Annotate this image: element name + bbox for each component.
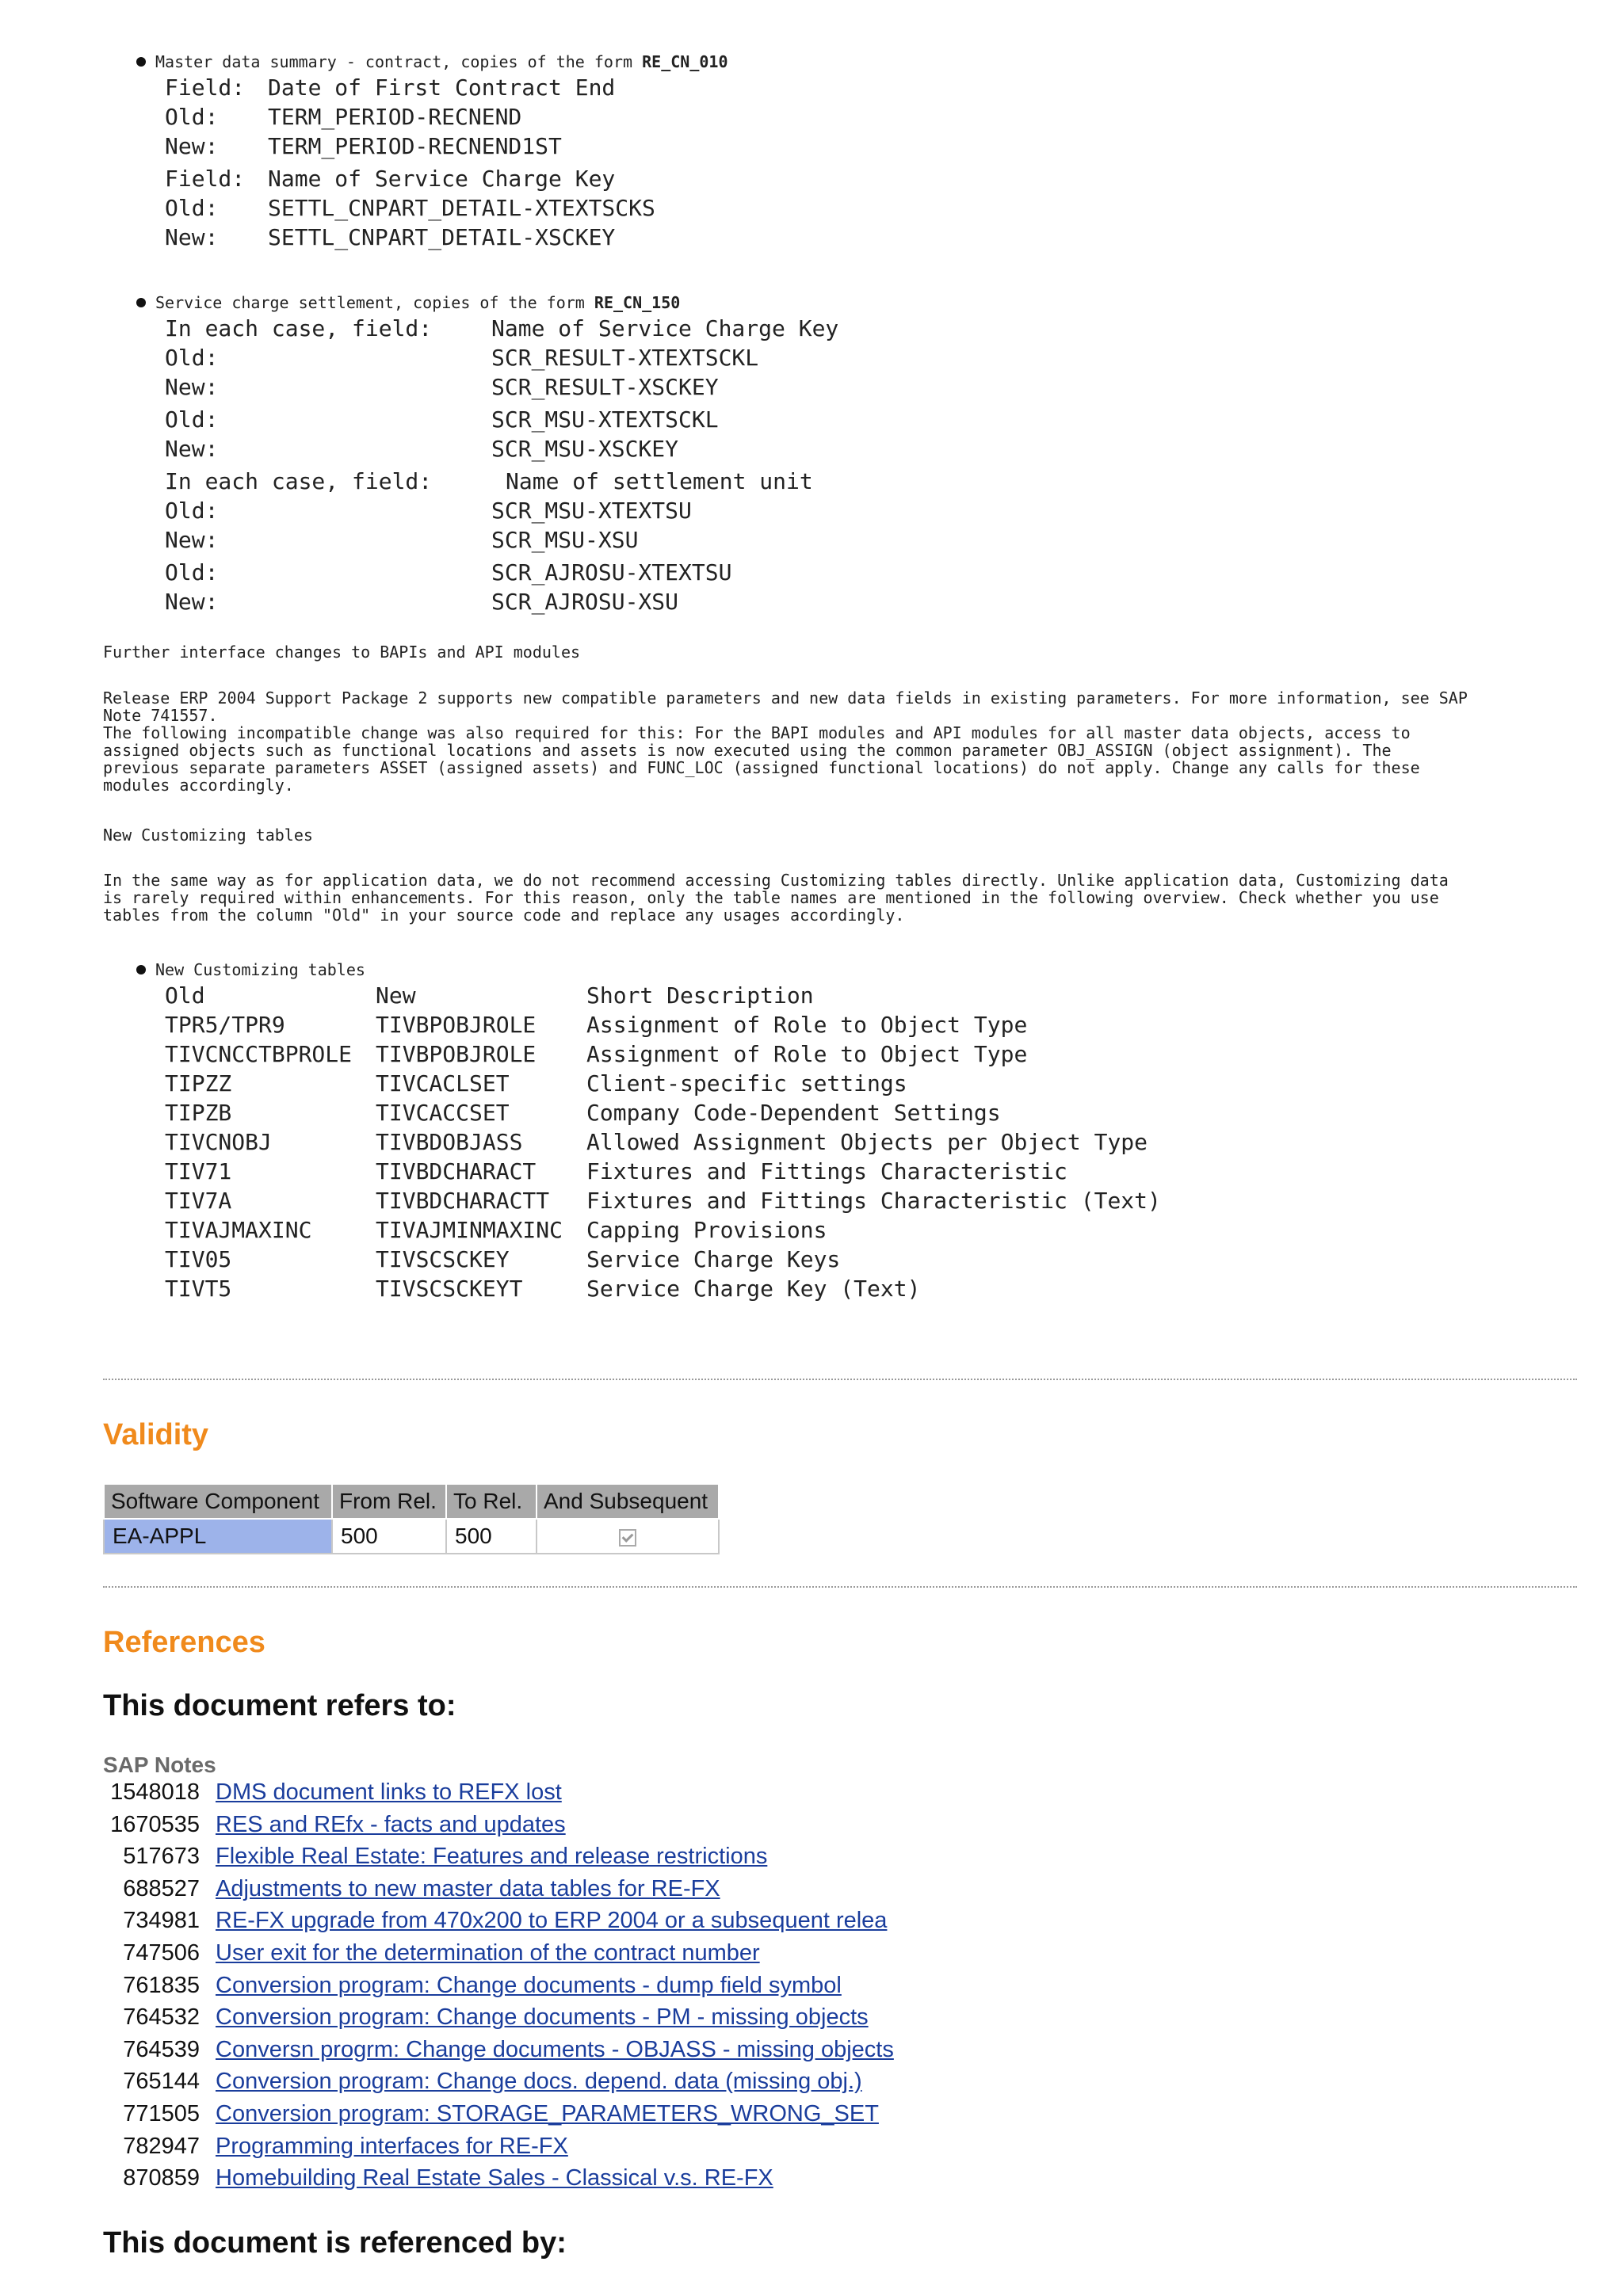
bullet-dot [136, 965, 146, 974]
note-link[interactable]: Programming interfaces for RE-FX [216, 2133, 568, 2159]
to-release: 500 [446, 1519, 537, 1554]
validity-row [104, 1519, 719, 1554]
note-number: 782947 [123, 2133, 200, 2159]
validity-header-row [104, 1484, 719, 1519]
software-component: EA-APPL [104, 1519, 332, 1554]
note-link[interactable]: User exit for the determination of the contract number [216, 1939, 760, 1966]
column-header: To Rel. [446, 1484, 537, 1519]
bullet-text: Master data summary - contract, copies of the form [155, 52, 633, 71]
validity-heading: Validity [103, 1418, 209, 1451]
referenced-by-heading: This document is referenced by: [103, 2226, 567, 2260]
note-link[interactable]: Flexible Real Estate: Features and release restrictions [216, 1844, 768, 1870]
note-number: 688527 [123, 1875, 200, 1901]
section-divider [103, 1379, 1577, 1380]
note-number: 765144 [123, 2069, 200, 2095]
note-number: 870859 [123, 2165, 200, 2191]
note-link[interactable]: Conversion program: Change documents - PM - missing objects [216, 2004, 869, 2031]
note-number: 734981 [123, 1908, 200, 1934]
note-link[interactable]: RES and REfx - facts and updates [216, 1811, 566, 1837]
section-divider [103, 1586, 1577, 1588]
note-number: 517673 [123, 1844, 200, 1870]
column-header: Software Component [104, 1484, 332, 1519]
customizing-paragraph: In the same way as for application data, we do not recommend accessing Customizing tables directly. Unlike application data, Customizing data is rarely required within enhancements. For this reason, only the table names are mentioned in the following overview. Check whether you use tables from the column "Old" in your source code and replace any usages accordingly. [103, 871, 1449, 925]
from-release: 500 [332, 1519, 446, 1554]
note-link[interactable]: Conversion program: Change documents - dump field symbol [216, 1972, 842, 1998]
column-header: And Subsequent [537, 1484, 719, 1519]
note-link[interactable]: Adjustments to new master data tables for RE-FX [216, 1875, 720, 1901]
note-number: 747506 [123, 1939, 200, 1966]
note-link[interactable]: RE-FX upgrade from 470x200 to ERP 2004 or a subsequent relea [216, 1908, 888, 1934]
note-number: 771505 [123, 2100, 200, 2126]
note-number: 1548018 [110, 1779, 200, 1805]
note-number: 1670535 [110, 1811, 200, 1837]
form-name: RE_CN_010 [642, 52, 728, 71]
note-link[interactable]: Homebuilding Real Estate Sales - Classical v.s. RE-FX [216, 2165, 773, 2191]
master-summary-bullet [136, 52, 727, 71]
document-page: Master data summary - contract, copies of the form RE_CN_010 Field: Date of First Contract End Old: TERM_PERIOD-RECNEND New: TERM_PERIOD-RECNEND1ST Field: Name of Service Charge Key Old: SETTL_CNPART_DETAIL-XTEXTSCKS New: SETTL_CNPART_DETAIL-XSCKEY Service charge settlement, copies of the form RE_CN_150 In each case, field: Name of Service Charge Key Old: SCR_RESULT-XTEXTSCKL New: SCR_RESULT-XSCKEY Old: SCR_MSU-XTEXTSCKL New: SCR_MSU-XSCKEY In each case, field: Name of settlement unit Old: SCR_MSU-XTEXTSU New: SCR_MSU-XSU Old: SCR_AJROSU-XTEXTSU New: SCR_AJROSU-XSU Further interface changes to BAPIs and API modules Release ERP 2004 Support Package 2 supports new compatible parameters and new data fields in existing parameters. For more information, see SAP Note 741557. The following incompatible change was also required for this: For the BAPI modules and API modules for all master data objects, access to assigned objects such as functional locations and assets is now executed using the common parameter OBJ_ASSIGN (object assignment). The previous separate parameters ASSET (assigned assets) and FUNC_LOC (assigned functional locations) do not apply. Change any calls for these modules accordingly. New Customizing tables In the same way as for application data, we do not recommend accessing Customizing tables directly. Unlike application data, Customizing data is rarely required within enhancements. For this reason, only the table names are mentioned in the following overview. Check whether you use tables from the column "Old" in your source code and replace any usages accordingly. New Customizing tables Old New Short Description TPR5/TPR9 TIVBPOBJROLE Assignment of Role to Object Type TIVCNCCTBPROLE TIVBPOBJROLE Assignment of Role to Object Type TIPZZ TIVCACLSET Client-specific settings TIPZB TIVCACCSET Company Code-Dependent Settings TIVCNOBJ TIVBDOBJASS Allowed Assignment Objects per Object Type TIV71 TIVBDCHARACT Fixtures and Fittings Characteristic TIV7A TIVBDCHARACTT Fixtures and Fittings Characteristic (Text) TIVAJMAXINC TIVAJMINMAXINC Capping Provisions TIV05 TIVSCSCKEY Service Charge Keys TIVT5 TIVSCSCKEYT Service Charge Key (Text) Validity Software Component From Rel. To Rel. And Subsequent EA-APPL 500 500 References This document refers to: SAP Notes 1548018 DMS document links to REFX lost 1670535 RES and REfx - facts and updates 517673 Flexible Real Estate: Features and release restrictions 688527 Adjustments to new master data tables for RE-FX 734981 RE-FX upgrade from 470x200 to ERP 2004 or a subsequent relea 747506 User exit for the determination of the contract number 761835 Conversion program: Change documents - dump field symbol 764532 Conversion program: Change documents - PM - missing objects 764539 Conversn progrm: Change documents - OBJASS - missing objects 765144 Conversion program: Change docs. depend. data (missing obj.) 771505 Conversion program: STORAGE_PARAMETERS_WRONG_SET 782947 Programming interfaces for RE-FX 870859 Homebuilding Real Estate Sales - Classical v.s. RE-FX This document is referenced by: [0, 0, 1623, 2296]
and-subsequent-cell [537, 1519, 719, 1554]
form-name: RE_CN_150 [594, 293, 681, 312]
column-header: From Rel. [332, 1484, 446, 1519]
note-number: 761835 [123, 1972, 200, 1998]
checked-checkbox-icon [619, 1529, 636, 1547]
note-number: 764539 [123, 2036, 200, 2062]
bapi-heading: Further interface changes to BAPIs and API modules [103, 643, 581, 662]
service-charge-bullet [136, 293, 680, 312]
validity-table [103, 1483, 720, 1554]
note-link[interactable]: Conversion program: Change docs. depend. data (missing obj.) [216, 2069, 862, 2095]
bapi-paragraph: Release ERP 2004 Support Package 2 supports new compatible parameters and new data fields in existing parameters. For more information, see SAP Note 741557. The following incompatible change was also required for this: For the BAPI modules and API modules for all master data objects, access to assigned objects such as functional locations and assets is now executed using the common parameter OBJ_ASSIGN (object assignment). The previous separate parameters ASSET (assigned assets) and FUNC_LOC (assigned functional locations) do not apply. Change any calls for these modules accordingly. [103, 688, 1468, 795]
note-link[interactable]: DMS document links to REFX lost [216, 1779, 562, 1805]
references-heading: References [103, 1626, 265, 1659]
note-link[interactable]: Conversion program: STORAGE_PARAMETERS_WRONG_SET [216, 2100, 879, 2126]
customizing-heading: New Customizing tables [103, 826, 313, 845]
bullet-dot [136, 298, 146, 307]
note-number: 764532 [123, 2004, 200, 2031]
customizing-bullet [136, 960, 365, 979]
bullet-dot [136, 57, 146, 67]
sap-notes-label: SAP Notes [103, 1753, 216, 1777]
bullet-text: Service charge settlement, copies of the form [155, 293, 585, 312]
refers-to-heading: This document refers to: [103, 1689, 456, 1722]
note-link[interactable]: Conversn progrm: Change documents - OBJASS - missing objects [216, 2036, 894, 2062]
bullet-text: New Customizing tables [155, 960, 365, 979]
